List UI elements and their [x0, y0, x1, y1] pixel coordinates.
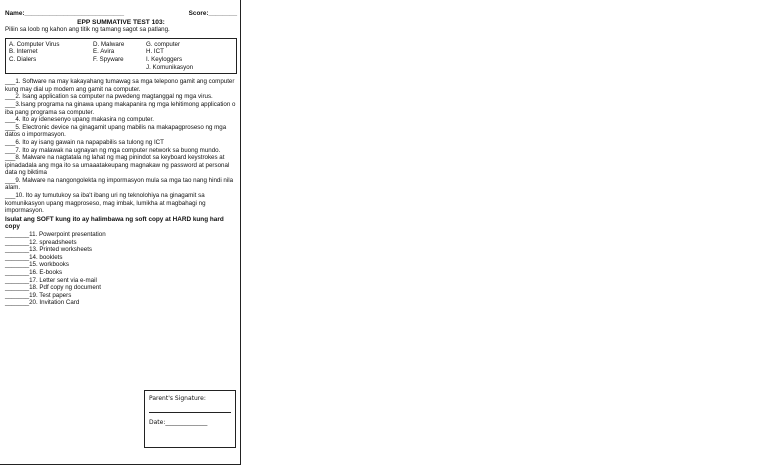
- question-item: ___6. Ito ay isang gawain na napapabilis sa tulong ng ICT: [5, 138, 164, 146]
- soft-hard-item: _______17. Letter sent via e-mail: [5, 276, 97, 284]
- choice: B. Internet: [9, 48, 38, 56]
- name-field: Name:____________________________: [5, 10, 125, 17]
- question-item: ___3.Isang programa na ginawa upang makapanira ng mga lehitimong application o iba pang programa sa computer.: [5, 100, 236, 116]
- choice: G. computer: [146, 40, 181, 48]
- soft-hard-item: _______20. Invitation Card: [5, 299, 80, 307]
- score-field: Score:________: [188, 10, 237, 17]
- test-title: EPP SUMMATIVE TEST 103:: [77, 18, 165, 26]
- questions-list: [5, 78, 237, 215]
- soft-hard-item: _______11. Powerpoint presentation: [5, 231, 106, 239]
- question-item: ___4. Ito ay idenesenyo upang makasira ng computer.: [5, 116, 154, 124]
- choice: I. Keyloggers: [146, 55, 183, 63]
- choice: [93, 64, 146, 72]
- choice: F. Spyware: [93, 55, 124, 63]
- choice: E. Avira: [93, 48, 115, 56]
- question-item: ___9. Malware na nangongolekta ng impormasyon mula sa mga tao nang hindi nila alam.: [5, 176, 234, 192]
- soft-hard-item: _______16. E-books: [5, 269, 63, 276]
- choice: C. Dialers: [9, 55, 37, 63]
- parent-signature-box: [144, 390, 236, 448]
- question-item: ___2. Isang application sa computer na pwedeng magtanggal ng mga virus.: [5, 93, 213, 101]
- question-item: ___10. Ito ay tumutukoy sa iba't ibang uri ng teknolohiya na ginagamit sa komunikasyon upang magproseso, mag imbak, lumikha at magbahagi ng impormasyon.: [5, 192, 206, 215]
- test-content: [5, 10, 237, 307]
- choice: [9, 64, 93, 72]
- question-item: ___7. Ito ay malawak na ugnayan ng mga computer network sa buong mundo.: [5, 146, 221, 154]
- soft-hard-item: _______18. Pdf copy ng document: [5, 284, 101, 292]
- instruction-text: Piliin sa loob ng kahon ang titik ng tamang sagot sa patlang.: [5, 26, 170, 34]
- question-item: ___5. Electronic device na ginagamit upang mabilis na makapagproseso ng mga datos o impormasyon.: [5, 123, 227, 139]
- signature-line: [149, 402, 231, 413]
- soft-hard-item: _______12. spreadsheets: [5, 238, 77, 246]
- signature-label: Parent's Signature:: [149, 395, 206, 402]
- choice: A. Computer Virus: [9, 40, 60, 48]
- question-item: ___8. Malware na nagtatala ng lahat ng mag pinindot sa keyboard keystrokes at ipinadadala ang mga ito sa umaaatakeupang magnakaw ng password at personal data ng biktima: [5, 154, 230, 177]
- choice: H. ICT: [146, 48, 164, 56]
- soft-hard-item: _______15. workbooks: [5, 261, 69, 269]
- header-row: [5, 10, 237, 18]
- soft-hard-item: _______19. Test papers: [5, 291, 72, 299]
- date-field: Date:______________: [149, 419, 208, 426]
- question-item: ___1. Software na may kakayahang tumawag sa mga telepono gamit ang computer kung may dial up modem ang gamit na computer.: [5, 78, 235, 93]
- choice: D. Malware: [93, 40, 125, 48]
- choice: J. Komunikasyon: [146, 63, 194, 71]
- part2-instruction: Isulat ang SOFT kung ito ay halimbawa ng soft copy at HARD kung hard copy: [5, 215, 224, 231]
- soft-hard-item: _______13. Printed worksheets: [5, 246, 93, 254]
- choices-box: [5, 38, 237, 74]
- test-sheet: [0, 0, 241, 465]
- soft-hard-items: [5, 231, 237, 307]
- soft-hard-item: _______14. booklets: [5, 253, 63, 261]
